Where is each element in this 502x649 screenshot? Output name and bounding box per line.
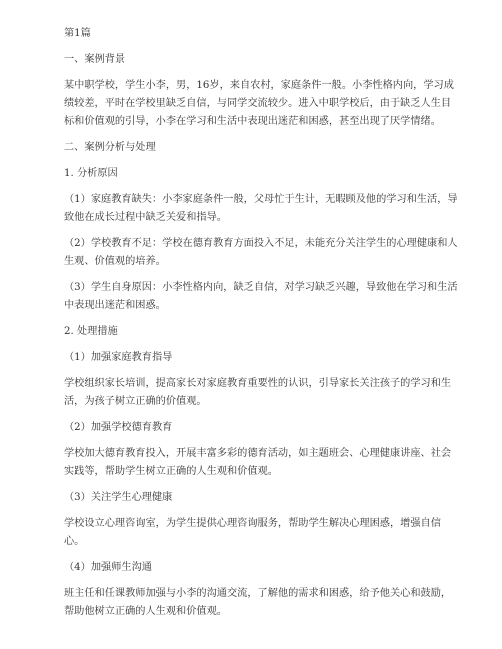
section-heading-background: 一、案例背景 <box>64 54 126 65</box>
part-title: 第1篇 <box>64 28 91 39</box>
measure-heading-1: （1）加强家庭教育指导 <box>64 352 173 363</box>
measure-heading-3: （3）关注学生心理健康 <box>64 492 173 503</box>
background-paragraph: 某中职学校，学生小李，男，16岁，来自农村，家庭条件一般。小李性格内向，学习成绩较差，平时在学校里缺乏自信，与同学交流较少。进入中职学校后，由于缺乏人生目标和价值观的引导，小李在学习和生活中表现出迷茫和困惑，甚至出现了厌学情绪。 <box>64 80 454 127</box>
subheading-measures: 2. 处理措施 <box>64 326 118 337</box>
section-heading-analysis: 二、案例分析与处理 <box>64 142 156 153</box>
measure-paragraph-2: 学校加大德育教育投入，开展丰富多彩的德育活动，如主题班会、心理健康讲座、社会实践等，帮助学生树立正确的人生观和价值观。 <box>64 448 452 477</box>
cause-paragraph-1: （1）家庭教育缺失：小李家庭条件一般，父母忙于生计，无暇顾及他的学习和生活，导致他在成长过程中缺乏关爱和指导。 <box>64 194 458 223</box>
measure-heading-4: （4）加强师生沟通 <box>64 562 152 573</box>
subheading-causes: 1. 分析原因 <box>64 168 118 179</box>
measure-paragraph-4: 班主任和任课教师加强与小李的沟通交流，了解他的需求和困惑，给予他关心和鼓励，帮助他树立正确的人生观和价值观。 <box>64 588 452 617</box>
measure-paragraph-3: 学校设立心理咨询室，为学生提供心理咨询服务，帮助学生解决心理困惑，增强自信心。 <box>64 518 441 547</box>
cause-paragraph-3: （3）学生自身原因：小李性格内向，缺乏自信，对学习缺乏兴趣，导致他在学习和生活中表现出迷茫和困惑。 <box>64 282 458 311</box>
measure-paragraph-1: 学校组织家长培训，提高家长对家庭教育重要性的认识，引导家长关注孩子的学习和生活，为孩子树立正确的价值观。 <box>64 378 452 407</box>
measure-heading-2: （2）加强学校德育教育 <box>64 422 173 433</box>
cause-paragraph-2: （2）学校教育不足：学校在德育教育方面投入不足，未能充分关注学生的心理健康和人生观、价值观的培养。 <box>64 238 458 267</box>
